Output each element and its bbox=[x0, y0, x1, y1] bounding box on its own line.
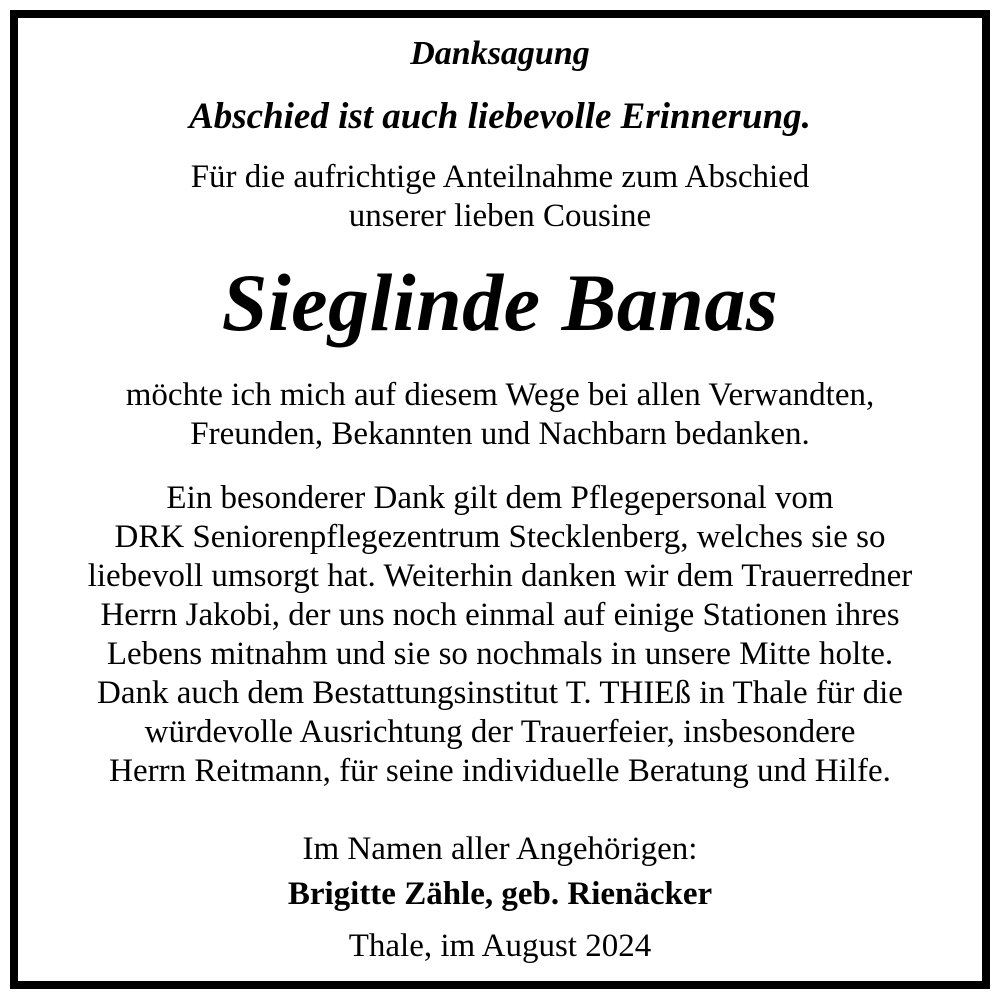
notice-heading: Danksagung bbox=[410, 35, 590, 72]
thanks-line: Freunden, Bekannten und Nachbarn bedanken. bbox=[190, 416, 810, 452]
special-thanks-line: Lebens mitnahm und sie so nochmals in unsere Mitte holte. bbox=[106, 636, 894, 672]
thanks-line: möchte ich mich auf diesem Wege bei allen Verwandten, bbox=[125, 377, 875, 413]
special-thanks-line: Dank auch dem Bestattungsinstitut T. THIEß in Thale für die bbox=[97, 675, 903, 711]
special-thanks-line: Herrn Jakobi, der uns noch einmal auf einige Stationen ihres bbox=[100, 597, 900, 633]
special-thanks-line: würdevolle Ausrichtung der Trauerfeier, insbesondere bbox=[144, 714, 856, 750]
intro-line: Für die aufrichtige Anteilnahme zum Abschied bbox=[190, 159, 810, 195]
special-thanks-line: liebevoll umsorgt hat. Weiterhin danken wir dem Trauerredner bbox=[87, 558, 913, 594]
notice-motto: Abschied ist auch liebevolle Erinnerung. bbox=[189, 96, 811, 137]
place-date: Thale, im August 2024 bbox=[348, 928, 652, 964]
signatory-name: Brigitte Zähle, geb. Rienäcker bbox=[287, 876, 713, 912]
special-thanks-line: DRK Seniorenpflegezentrum Stecklenberg, welches sie so bbox=[114, 519, 886, 555]
on-behalf-line: Im Namen aller Angehörigen: bbox=[302, 831, 698, 867]
special-thanks-line: Herrn Reitmann, für seine individuelle Beratung und Hilfe. bbox=[109, 753, 891, 789]
intro-line: unserer lieben Cousine bbox=[348, 198, 652, 234]
special-thanks-line: Ein besonderer Dank gilt dem Pflegepersonal vom bbox=[166, 480, 834, 516]
deceased-name: Sieglinde Banas bbox=[221, 257, 779, 348]
